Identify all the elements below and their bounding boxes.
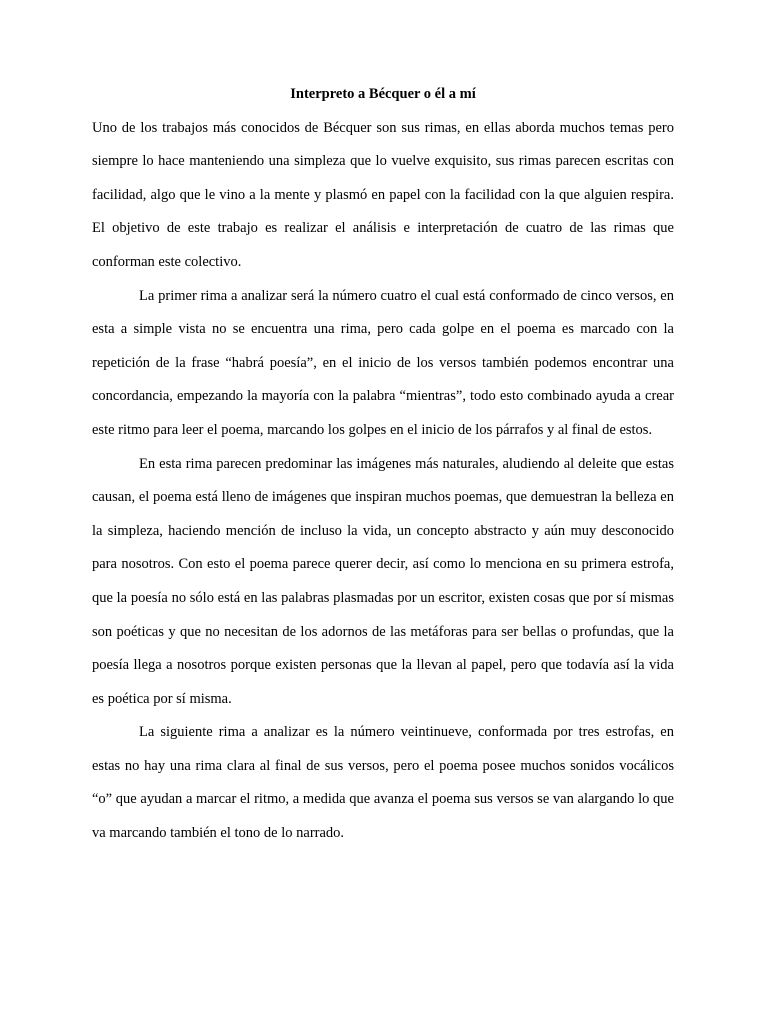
document-title: Interpreto a Bécquer o él a mí <box>290 86 476 102</box>
paragraph-intro: Uno de los trabajos más conocidos de Bécquer son sus rimas, en ellas aborda muchos temas pero siempre lo hace manteniendo una simpleza que lo vuelve exquisito, sus rimas parecen escritas con facilidad, algo que le vino a la mente y plasmó en papel con la facilidad con la que alguien respira. El objetivo de este trabajo es realizar el análisis e interpretación de cuatro de las rimas que conforman este colectivo. <box>92 119 674 270</box>
paragraph-rima-cuatro: La primer rima a analizar será la número cuatro el cual está conformado de cinco versos, en esta a simple vista no se encuentra una rima, pero cada golpe en el poema es marcado con la repetición de la frase “habrá poesía”, en el inicio de los versos también podemos encontrar una concordancia, empezando la mayoría con la palabra “mientras”, todo esto combinado ayuda a crear este ritmo para leer el poema, marcando los golpes en el inicio de los párrafos y al final de estos. <box>92 287 674 438</box>
paragraph-rima-veintinueve: La siguiente rima a analizar es la número veintinueve, conformada por tres estrofas, en estas no hay una rima clara al final de sus versos, pero el poema posee muchos sonidos vocálicos “o” que ayudan a marcar el ritmo, a medida que avanza el poema sus versos se van alargando lo que va marcando también el tono de lo narrado. <box>92 724 674 842</box>
document-page <box>92 78 674 851</box>
paragraph-imagenes-naturales: En esta rima parecen predominar las imágenes más naturales, aludiendo al deleite que estas causan, el poema está lleno de imágenes que inspiran muchos poemas, que demuestran la belleza en la simpleza, haciendo mención de incluso la vida, un concepto abstracto y aún muy desconocido para nosotros. Con esto el poema parece querer decir, así como lo menciona en su primera estrofa, que la poesía no sólo está en las palabras plasmadas por un escritor, existen cosas que por sí mismas son poéticas y que no necesitan de los adornos de las metáforas para ser bellas o profundas, que la poesía llega a nosotros porque existen personas que la llevan al papel, pero que todavía así la vida es poética por sí misma. <box>92 455 674 707</box>
